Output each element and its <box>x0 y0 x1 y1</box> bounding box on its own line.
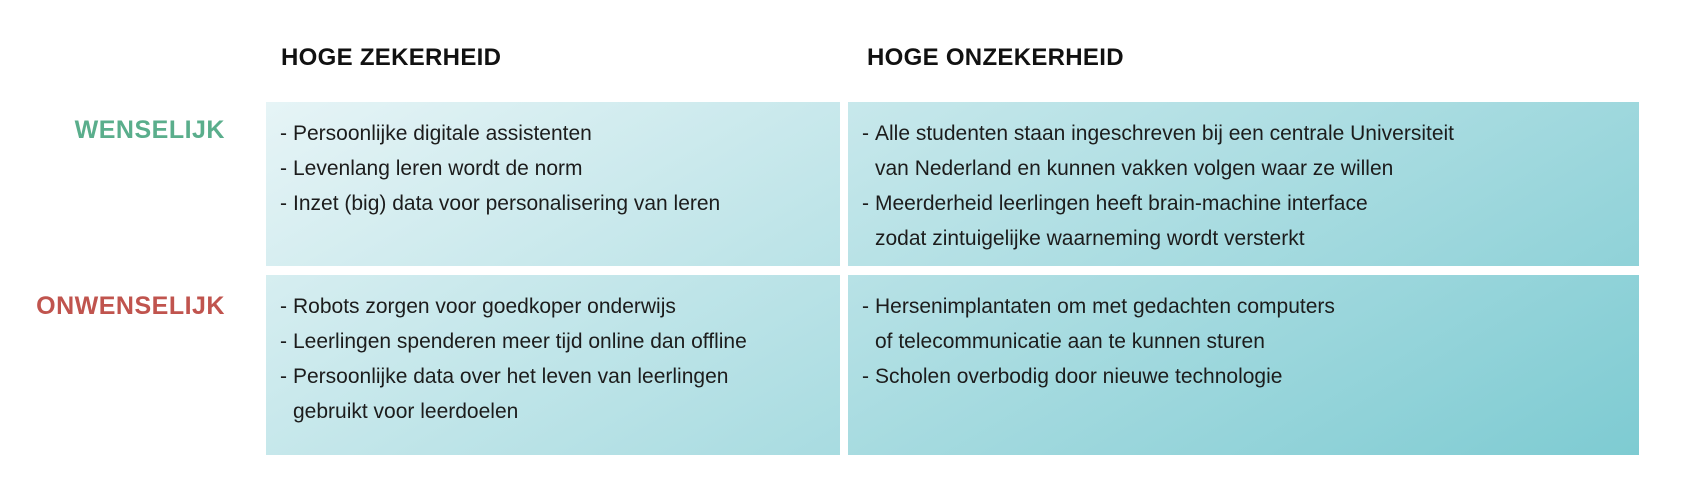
bullet-list <box>280 289 826 429</box>
bullet-item <box>280 289 826 324</box>
cell-undesirable-uncertain <box>848 275 1639 455</box>
bullet-item-line: zodat zintuigelijke waarneming wordt versterkt <box>875 227 1305 250</box>
bullet-item-line: - Inzet (big) data voor personalisering van leren <box>293 192 721 215</box>
bullet-item <box>280 324 826 359</box>
bullet-item <box>280 359 826 429</box>
bullet-item-line: - Alle studenten staan ingeschreven bij een centrale Universiteit <box>875 122 1455 145</box>
row-label-undesirable: ONWENSELIJK <box>36 292 225 320</box>
bullet-item-line: - Meerderheid leerlingen heeft brain-machine interface <box>875 192 1368 215</box>
bullet-item-line: - Persoonlijke digitale assistenten <box>293 122 592 145</box>
column-header-high-uncertainty: HOGE ONZEKERHEID <box>867 44 1124 71</box>
bullet-item-line: gebruikt voor leerdoelen <box>293 400 519 423</box>
bullet-item <box>862 359 1625 394</box>
bullet-item-line: - Levenlang leren wordt de norm <box>293 157 583 180</box>
bullet-item-line: - Robots zorgen voor goedkoper onderwijs <box>293 295 676 318</box>
horizontal-divider <box>266 266 1639 275</box>
bullet-item-line: - Hersenimplantaten om met gedachten computers <box>875 295 1335 318</box>
bullet-item <box>862 186 1625 256</box>
bullet-list <box>862 116 1625 256</box>
cell-undesirable-certain <box>266 275 840 455</box>
scenario-matrix <box>266 102 1639 455</box>
cell-desirable-certain <box>266 102 840 266</box>
bullet-item <box>280 186 826 221</box>
bullet-list <box>280 116 826 221</box>
bullet-item <box>280 116 826 151</box>
bullet-item-line: of telecommunicatie aan te kunnen sturen <box>875 330 1265 353</box>
bullet-item <box>862 116 1625 186</box>
column-header-high-certainty: HOGE ZEKERHEID <box>281 44 502 71</box>
vertical-divider <box>840 102 848 455</box>
row-label-desirable: WENSELIJK <box>74 116 225 144</box>
bullet-item <box>862 289 1625 359</box>
cell-desirable-uncertain <box>848 102 1639 266</box>
bullet-list <box>862 289 1625 394</box>
bullet-item-line: - Leerlingen spenderen meer tijd online dan offline <box>293 330 747 353</box>
bullet-item-line: van Nederland en kunnen vakken volgen waar ze willen <box>875 157 1394 180</box>
bullet-item-line: - Persoonlijke data over het leven van leerlingen <box>293 365 729 388</box>
bullet-item <box>280 151 826 186</box>
bullet-item-line: - Scholen overbodig door nieuwe technologie <box>875 365 1283 388</box>
